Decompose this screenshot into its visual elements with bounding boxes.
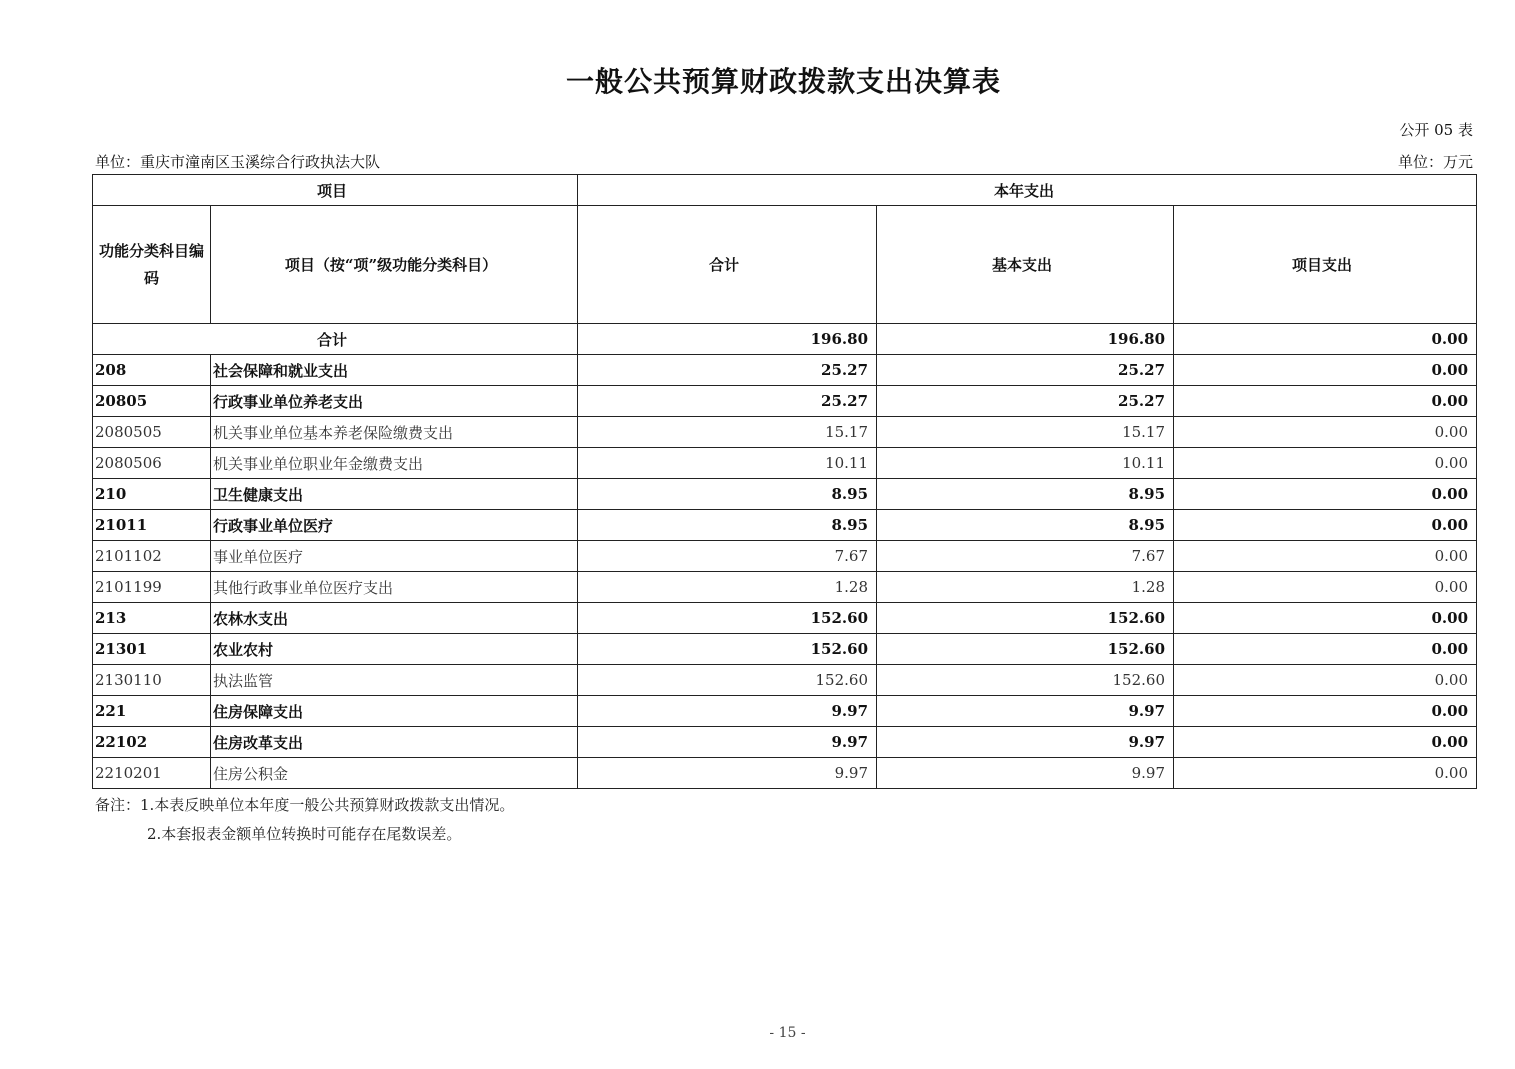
total-label: 合计 (93, 324, 578, 355)
cell-project: 0.00 (1174, 417, 1477, 448)
cell-code: 221 (93, 696, 211, 727)
cell-code: 22102 (93, 727, 211, 758)
cell-code: 2080506 (93, 448, 211, 479)
cell-project: 0.00 (1174, 634, 1477, 665)
cell-code: 2130110 (93, 665, 211, 696)
header-code: 功能分类科目编码 (93, 206, 211, 324)
cell-name: 卫生健康支出 (211, 479, 578, 510)
cell-name: 其他行政事业单位医疗支出 (211, 572, 578, 603)
header-row-2 (93, 206, 1477, 324)
cell-name: 执法监管 (211, 665, 578, 696)
notes (95, 791, 514, 849)
table-row (93, 541, 1477, 572)
cell-project: 0.00 (1174, 355, 1477, 386)
cell-total: 8.95 (578, 510, 877, 541)
total-basic: 196.80 (877, 324, 1174, 355)
table-row (93, 634, 1477, 665)
table-row (93, 603, 1477, 634)
cell-total: 10.11 (578, 448, 877, 479)
cell-basic: 25.27 (877, 355, 1174, 386)
table-row (93, 355, 1477, 386)
cell-total: 9.97 (578, 758, 877, 789)
cell-name: 行政事业单位养老支出 (211, 386, 578, 417)
table-row (93, 727, 1477, 758)
currency-unit: 单位：万元 (1397, 153, 1473, 171)
cell-code: 21011 (93, 510, 211, 541)
cell-total: 1.28 (578, 572, 877, 603)
cell-name: 农业农村 (211, 634, 578, 665)
cell-basic: 25.27 (877, 386, 1174, 417)
cell-name: 机关事业单位职业年金缴费支出 (211, 448, 578, 479)
cell-total: 9.97 (578, 727, 877, 758)
table-row (93, 665, 1477, 696)
cell-total: 152.60 (578, 665, 877, 696)
header-current-year: 本年支出 (578, 175, 1477, 206)
cell-total: 8.95 (578, 479, 877, 510)
cell-code: 20805 (93, 386, 211, 417)
cell-basic: 7.67 (877, 541, 1174, 572)
cell-name: 住房改革支出 (211, 727, 578, 758)
cell-code: 21301 (93, 634, 211, 665)
cell-code: 2101102 (93, 541, 211, 572)
cell-code: 213 (93, 603, 211, 634)
table-row (93, 448, 1477, 479)
table-row (93, 696, 1477, 727)
cell-basic: 9.97 (877, 696, 1174, 727)
cell-code: 210 (93, 479, 211, 510)
cell-basic: 9.97 (877, 758, 1174, 789)
cell-project: 0.00 (1174, 665, 1477, 696)
cell-basic: 10.11 (877, 448, 1174, 479)
cell-total: 7.67 (578, 541, 877, 572)
total-sum: 196.80 (578, 324, 877, 355)
header-project: 项目支出 (1174, 206, 1477, 324)
cell-code: 208 (93, 355, 211, 386)
expenditure-table (92, 174, 1477, 789)
cell-name: 住房保障支出 (211, 696, 578, 727)
cell-code: 2101199 (93, 572, 211, 603)
table-row (93, 386, 1477, 417)
cell-project: 0.00 (1174, 758, 1477, 789)
form-number: 公开 05 表 (1399, 121, 1473, 139)
note-2: 2.本套报表金额单位转换时可能存在尾数误差。 (147, 825, 462, 843)
header-basic: 基本支出 (877, 206, 1174, 324)
page-title: 一般公共预算财政拨款支出决算表 (565, 65, 1001, 98)
cell-project: 0.00 (1174, 541, 1477, 572)
cell-project: 0.00 (1174, 386, 1477, 417)
cell-basic: 9.97 (877, 727, 1174, 758)
cell-code: 2080505 (93, 417, 211, 448)
cell-total: 152.60 (578, 634, 877, 665)
cell-code: 2210201 (93, 758, 211, 789)
table-row (93, 479, 1477, 510)
cell-total: 25.27 (578, 386, 877, 417)
cell-project: 0.00 (1174, 448, 1477, 479)
cell-project: 0.00 (1174, 696, 1477, 727)
cell-basic: 8.95 (877, 510, 1174, 541)
cell-basic: 8.95 (877, 479, 1174, 510)
cell-project: 0.00 (1174, 572, 1477, 603)
header-name: 项目（按“项”级功能分类科目） (211, 206, 578, 324)
total-row (93, 324, 1477, 355)
header-total: 合计 (578, 206, 877, 324)
cell-project: 0.00 (1174, 727, 1477, 758)
table-row (93, 510, 1477, 541)
cell-total: 152.60 (578, 603, 877, 634)
cell-basic: 1.28 (877, 572, 1174, 603)
cell-name: 住房公积金 (211, 758, 578, 789)
cell-total: 15.17 (578, 417, 877, 448)
cell-basic: 15.17 (877, 417, 1174, 448)
table-row (93, 417, 1477, 448)
cell-name: 行政事业单位医疗 (211, 510, 578, 541)
cell-basic: 152.60 (877, 665, 1174, 696)
table-row (93, 572, 1477, 603)
cell-total: 9.97 (578, 696, 877, 727)
cell-basic: 152.60 (877, 634, 1174, 665)
cell-name: 事业单位医疗 (211, 541, 578, 572)
reporting-unit: 单位：重庆市潼南区玉溪综合行政执法大队 (95, 153, 381, 171)
cell-project: 0.00 (1174, 479, 1477, 510)
cell-name: 农林水支出 (211, 603, 578, 634)
total-project: 0.00 (1174, 324, 1477, 355)
header-item: 项目 (93, 175, 578, 206)
cell-total: 25.27 (578, 355, 877, 386)
cell-basic: 152.60 (877, 603, 1174, 634)
cell-project: 0.00 (1174, 510, 1477, 541)
cell-project: 0.00 (1174, 603, 1477, 634)
note-1: 备注：1.本表反映单位本年度一般公共预算财政拨款支出情况。 (95, 796, 515, 814)
header-row-1 (93, 175, 1477, 206)
cell-name: 社会保障和就业支出 (211, 355, 578, 386)
table-row (93, 758, 1477, 789)
cell-name: 机关事业单位基本养老保险缴费支出 (211, 417, 578, 448)
page-number: - 15 - (769, 1025, 806, 1041)
